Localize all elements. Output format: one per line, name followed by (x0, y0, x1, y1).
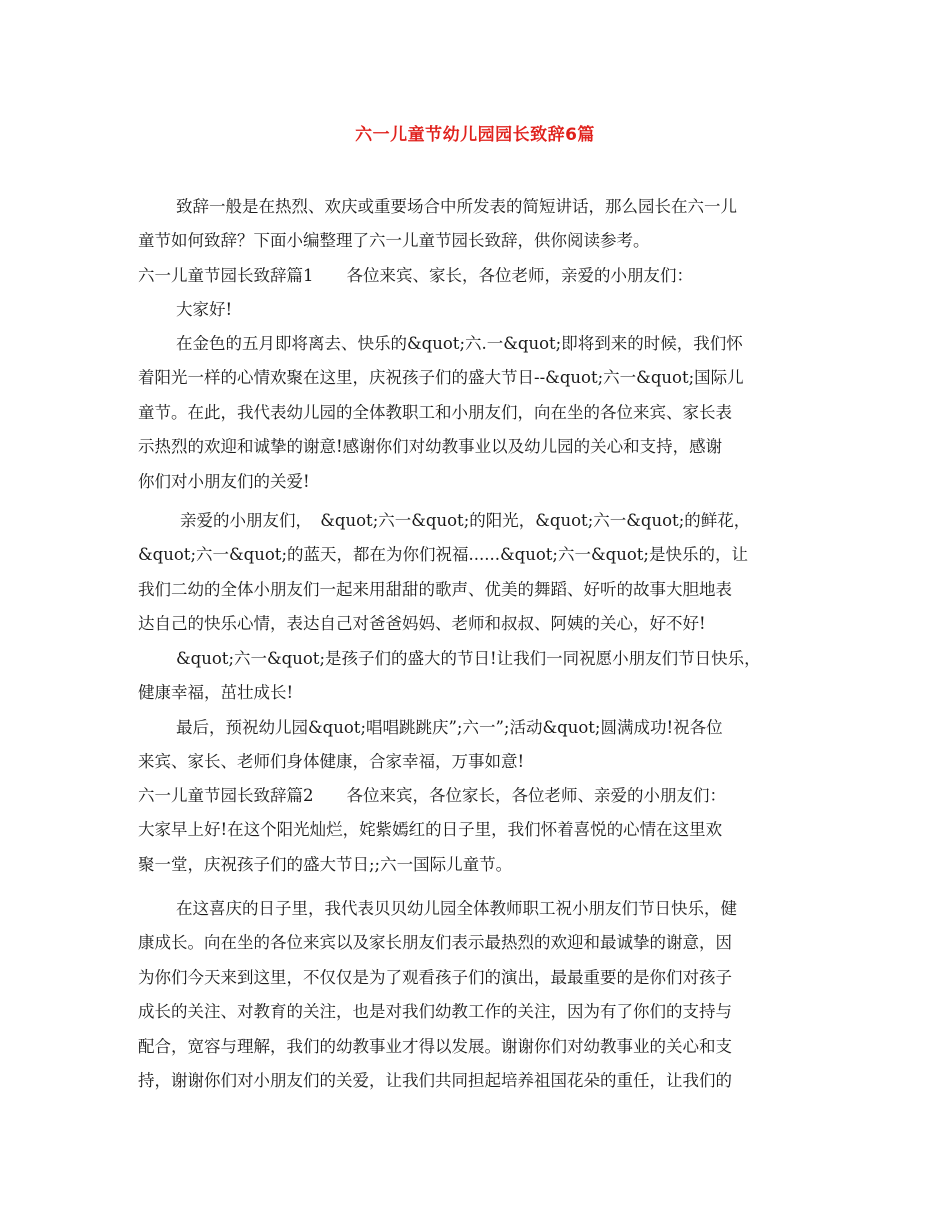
paragraph-line: 康成长。向在坐的各位来宾以及家长朋友们表示最热烈的欢迎和最诚挚的谢意，因 (138, 933, 732, 952)
paragraph-line: 亲爱的小朋友们， &quot;六一&quot;的阳光，&quot;六一&quot;的鲜花， (180, 511, 751, 530)
paragraph-line: 童节。在此，我代表幼儿园的全体教职工和小朋友们，向在坐的各位来宾、家长表 (138, 403, 732, 422)
document-title: 六一儿童节幼儿园园长致辞6篇 (355, 125, 595, 145)
paragraph-line: 童节如何致辞？下面小编整理了六一儿童节园长致辞，供你阅读参考。 (138, 231, 650, 250)
paragraph-line: 着阳光一样的心情欢聚在这里，庆祝孩子们的盛大节日--&quot;六一&quot;国际儿 (138, 368, 744, 387)
paragraph-line: 达自己的快乐心情，表达自己对爸爸妈妈、老师和叔叔、阿姨的关心，好不好! (138, 614, 706, 633)
section-heading-line: 六一儿童节园长致辞篇1 各位来宾、家长，各位老师，亲爱的小朋友们： (138, 266, 693, 285)
paragraph-line: 聚一堂，庆祝孩子们的盛大节日;;六一国际儿童节。 (138, 855, 513, 874)
paragraph-line: 我们二幼的全体小朋友们一起来用甜甜的歌声、优美的舞蹈、好听的故事大胆地表 (138, 580, 732, 599)
section-heading-line: 六一儿童节园长致辞篇2 各位来宾，各位家长，各位老师、亲爱的小朋友们： (138, 786, 726, 805)
paragraph-line: &quot;六一&quot;的蓝天，都在为你们祝福......&quot;六一&quot;是快乐的，让 (138, 545, 748, 564)
paragraph-line: 在金色的五月即将离去、快乐的&quot;六.一&quot;即将到来的时候，我们怀 (176, 334, 743, 353)
paragraph-line: 你们对小朋友们的关爱! (138, 472, 310, 491)
paragraph-line: 在这喜庆的日子里，我代表贝贝幼儿园全体教师职工祝小朋友们节日快乐，健 (176, 899, 737, 918)
paragraph-line: 为你们今天来到这里，不仅仅是为了观看孩子们的演出，最最重要的是你们对孩子 (138, 968, 732, 987)
paragraph-line: 持，谢谢你们对小朋友们的关爱，让我们共同担起培养祖国花朵的重任，让我们的 (138, 1071, 732, 1090)
paragraph-line: 成长的关注、对教育的关注，也是对我们幼教工作的关注，因为有了你们的支持与 (138, 1002, 732, 1021)
paragraph-line: 健康幸福，茁壮成长! (138, 683, 294, 702)
paragraph-line: 致辞一般是在热烈、欢庆或重要场合中所发表的简短讲话，那么园长在六一儿 (176, 197, 737, 216)
paragraph-line: 最后，预祝幼儿园&quot;唱唱跳跳庆”;六一”;活动&quot;圆满成功!祝各位 (176, 718, 723, 737)
paragraph-line: 大家好! (176, 300, 233, 319)
paragraph-line: &quot;六一&quot;是孩子们的盛大的节日!让我们一同祝愿小朋友们节日快乐， (176, 649, 761, 668)
paragraph-line: 大家早上好!在这个阳光灿烂，姹紫嫣红的日子里，我们怀着喜悦的心情在这里欢 (138, 820, 723, 839)
paragraph-line: 来宾、家长、老师们身体健康，合家幸福，万事如意! (138, 752, 525, 771)
paragraph-line: 示热烈的欢迎和诚挚的谢意!感谢你们对幼教事业以及幼儿园的关心和支持，感谢 (138, 437, 723, 456)
paragraph-line: 配合，宽容与理解，我们的幼教事业才得以发展。谢谢你们对幼教事业的关心和支 (138, 1037, 732, 1056)
